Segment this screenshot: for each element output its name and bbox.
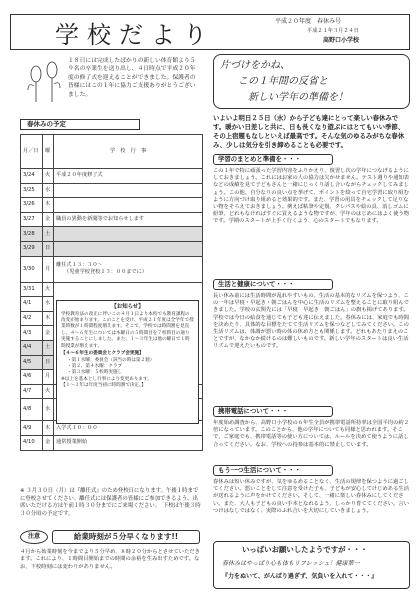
flower-illustration [24,54,64,102]
section-title: 学習のまとめと準備を・・・ [218,155,302,163]
headline-line-2: この１年間の反省と [238,76,328,87]
closing-box [213,541,410,589]
closing-title: いっぱいお願いしたようですが・・・ [242,545,368,554]
section-body: 長い休み前には生活時間が乱れやすいもの、生活の基本的なリズムを保つよう、この一年は早寝・早起き・朝ごはんを中心に生活のリズムを整えることに取り組んできました。学校の玄関先には「早寝 早起き 朝ごはん」の旗も掲げてあります。学校では今日の給食を通じても子ども達に伝えました。春休みには、家庭でも時間を決めたり、具体的な目標をたてて生活リズムを保つなどしてみてください。この生活リズムは、体調が悪い時の体の休め方とも関係します。どれもあたりまえのことですが、なかなか続けるのは難しいものです。新しい学年のスタートは良い生活リズムで迎えたいものです。 [213,293,409,350]
notice-sub: 【４～６年生の委員会とクラブ会実施】 [61,351,144,357]
departure-memo: ※ ３月３０日（月）は『離任式』のため登校日になります。午後１時までに登校させてください。離任式には保護者の皆様にご参加できるよう、出席いただける方は午前１時３０分までにご来場ください。 下校は午後３時３０分頃の予定です。 [20,488,201,517]
table-row: 3/31 火 [21,282,203,297]
school-name: 高野口小学校 [323,37,360,44]
section-body: 春休みは短い休みですが、気をゆるめることなく、生活の規律を保つように過ごしてください。悪いことをして注意を受けた子も、子どもが安心してけじめある生活が送れるように声をかけてください。そして、一緒に楽しい春休みにしてください。また、大人も子どもの良い手本となれるよう、しっかり育ててください。言いつけはなしではなく、実際のふれ合いを大切にしていきましょう。 [213,479,409,514]
table-row: 3/28 土 [21,227,203,242]
section-title: もう一つ生活について・・・ [218,466,301,474]
notice-item: ・第３水曜：５校時実施し [67,370,123,376]
table-row: 4/10 金 通常授業開始 [21,435,203,450]
notice-box [56,300,199,424]
table-row: 4/4 土 [21,340,203,355]
section-title: 生活と健康について・・・ [218,280,295,288]
caution-badge [20,530,48,544]
col-event: 学 校 行 事 [54,135,203,169]
table-row: 4/5 日 [21,355,203,370]
closing-line-1: 春休みはやっぱり心も体もリフレッシュ！健康第一 [222,560,360,567]
schedule-header-row [21,135,203,169]
headline-box [213,54,410,109]
closing-line-2: 『力をぬいて、がんばり過ぎず、気負いを入れて・・・』 [222,573,378,580]
table-row: 4/3 金 [21,326,203,341]
caution-badge-text: 注意 [27,533,40,540]
table-row: 4/9 木 入学式１０：００ [21,421,203,436]
notice-item: ・第１水曜：委員会（該当の時は第２週） [67,357,155,363]
section-body: この１年で特に頑張った学習内容をふりかえり、復習し次の学年につなげるようにしておきましょう。これにはお家の人の協力は欠かせません。テスト週りや通知表などの成績を見て子どもさんと一緒にじっくり話し合いながらチェックしてみましょう。この他、自分なりの良い点を挙げて、ポイントを絞って自宅学習に取り組むように方向づけ取り組めると効果的です。また、学習の用具をチェックして足りない物をそろえておきましょう。例えば粘筆や定規、クレパスや絵の具、消しゴムに紛筆、どれもなければすぐに買えるような物ですが、学年のはじめにはよく使う物です。学期のスタートが上手く行くよう、心のスタートでもなります。 [213,168,410,225]
lead-paragraph: いよいよ明日２５日（水）から子ども達にとって楽しい春休みです。暖かい日差しと共に、日も長くなり遊ぶにはとてもいい季節、その上宿題もなしといえば最高です。そんな気のゆるみがちな春休み、少しは気分を引き締めることも必要です。 [213,114,405,149]
lunch-body: ４月から始業時刻を今までより５分早め、８時２０分からとさせていただきます。これにより、１時間目開始までの時間の余裕を生み出すためです。なお、下校時刻には変わりがありません。 [20,549,200,570]
section-heading [213,406,333,417]
table-row: 4/7 火 [21,384,203,399]
table-row: 3/29 日 [21,241,203,256]
newsletter-title: 学校だより [55,21,215,49]
table-row: 4/8 水 [21,399,203,421]
section-heading [213,465,333,476]
notice-title: 【お知らせ】 [111,304,144,310]
notice-end2: 【１～３年は年度当初に時間割で決定。】 [61,383,146,389]
section-heading [213,154,333,165]
intro-text: １８日には完成したばかりの新しい体育館より５９名の卒業生を送り出し、４日時点で平成２０年度の修了式を迎えることができました。保護者の皆様にはこの１年に協力ご支援ありがとうございました。 [68,58,196,98]
notice-body: 学校教育法の改正に伴いこの４月１日より本校でも教育課程の改変が始まります。このことを受け、平成２１年度は全学年で授業時数が１時間程度増えます。そこで、学校では時間割を見直し、４～６年生については木曜日の５時間目を７校時目の通り実施することにしました。また、１～３年生は他の曜日で１時間授業が増えます。 [61,311,194,349]
table-row: 4/2 木 [21,311,203,326]
table-row: 3/25 水 [21,183,203,198]
notice-end: ※以上を基本とし行事により変更あります。 [61,376,152,382]
section-body: 年度始め調査から、高野口小学校の６年生全員が携帯電話所持率は全国平均の約２倍になっています。このことから、他の学年についても同様と思われます。そこで、ご家庭でも、携帯電話等の使い方については、ルールを決めて使うように話し合ってください。なお、学校への持参は基本的に禁止しています。 [213,420,409,448]
table-row: 3/24 火 平成２０年度修了式 [21,169,203,184]
table-row: 3/30 月 離任式１３：３０～ （児童学校登校１３：００までに） [21,256,203,282]
issue-label: 平成２０年度 春休み号 [275,18,342,25]
col-date: 月／日 [21,135,43,169]
issue-date: 平成２１年３月２４日 [307,28,359,34]
headline-line-3: 新しい学年の準備を！ [248,92,348,103]
section-heading [213,279,333,290]
col-dow: 曜 [43,135,54,169]
schedule-heading-text: 春休みの予定 [27,120,66,128]
lunch-title: 給業時刻が５分早くなります!! [73,532,179,541]
schedule-heading [20,119,140,130]
headline-line-1: 片づけをかね、 [220,60,290,71]
table-row: 4/6 月 [21,370,203,385]
table-row: 4/1 水 [21,297,203,312]
lunch-title-box [52,530,200,544]
masthead [10,14,410,50]
section-title: 携帯電話について・・・ [218,407,289,415]
table-row: 3/27 金 職員の異動を新聞等でお知らせします [21,212,203,227]
table-row: 3/26 木 [21,198,203,213]
notice-item: ・第２、第４水曜：クラブ [67,363,123,369]
